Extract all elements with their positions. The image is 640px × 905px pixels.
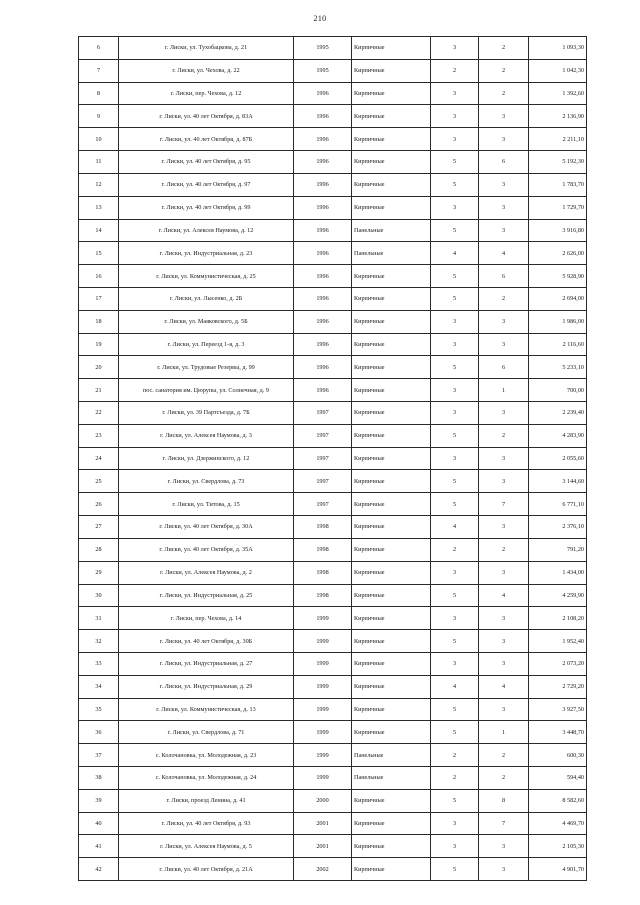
wall-material-cell: Кирпичные <box>352 173 431 196</box>
entrances-cell: 2 <box>479 744 529 767</box>
floors-cell: 5 <box>431 698 479 721</box>
floors-cell: 5 <box>431 584 479 607</box>
row-number-cell: 18 <box>79 310 119 333</box>
wall-material-cell: Кирпичные <box>352 835 431 858</box>
address-cell: г. Лиски, ул. Трудовые Резервы, д. 99 <box>119 356 294 379</box>
entrances-cell: 3 <box>479 128 529 151</box>
row-number-cell: 41 <box>79 835 119 858</box>
address-cell: г. Лиски, ул. Алексея Наумова, д. 12 <box>119 219 294 242</box>
row-number-cell: 31 <box>79 607 119 630</box>
year-built-cell: 1999 <box>294 630 352 653</box>
entrances-cell: 3 <box>479 196 529 219</box>
wall-material-cell: Кирпичные <box>352 82 431 105</box>
year-built-cell: 1996 <box>294 265 352 288</box>
entrances-cell: 1 <box>479 379 529 402</box>
table-row <box>79 470 587 493</box>
floors-cell: 5 <box>431 424 479 447</box>
year-built-cell: 1996 <box>294 128 352 151</box>
area-cell: 1 783,70 <box>529 173 587 196</box>
entrances-cell: 1 <box>479 721 529 744</box>
wall-material-cell: Кирпичные <box>352 59 431 82</box>
entrances-cell: 3 <box>479 835 529 858</box>
area-cell: 4 469,70 <box>529 812 587 835</box>
address-cell: г. Лиски, ул. 39 Партсъезда, д. 7Б <box>119 402 294 425</box>
row-number-cell: 36 <box>79 721 119 744</box>
address-cell: г. Лиски, ул. Алексея Наумова, д. 2 <box>119 561 294 584</box>
address-cell: г. Лиски, ул. Дзержинского, д. 12 <box>119 447 294 470</box>
address-cell: г. Лиски, ул. Свердлова, д. 73 <box>119 470 294 493</box>
table-row <box>79 196 587 219</box>
address-cell: г. Лиски, ул. Маяковского, д. 5Б <box>119 310 294 333</box>
address-cell: г. Лиски, пер. Чехова, д. 14 <box>119 607 294 630</box>
table-row <box>79 310 587 333</box>
table-row <box>79 812 587 835</box>
address-cell: с. Колочановка, ул. Молодежная, д. 24 <box>119 767 294 790</box>
area-cell: 4 259,90 <box>529 584 587 607</box>
floors-cell: 4 <box>431 516 479 539</box>
wall-material-cell: Кирпичные <box>352 128 431 151</box>
row-number-cell: 40 <box>79 812 119 835</box>
year-built-cell: 1999 <box>294 675 352 698</box>
year-built-cell: 1995 <box>294 37 352 60</box>
row-number-cell: 8 <box>79 82 119 105</box>
wall-material-cell: Панельные <box>352 767 431 790</box>
address-cell: г. Лиски, ул. 40 лет Октября, д. 30А <box>119 516 294 539</box>
address-cell: г. Лиски, ул. 40 лет Октября, д. 99 <box>119 196 294 219</box>
wall-material-cell: Панельные <box>352 219 431 242</box>
table-row <box>79 356 587 379</box>
table-row <box>79 538 587 561</box>
area-cell: 700,00 <box>529 379 587 402</box>
row-number-cell: 29 <box>79 561 119 584</box>
year-built-cell: 1996 <box>294 333 352 356</box>
year-built-cell: 1995 <box>294 59 352 82</box>
floors-cell: 3 <box>431 82 479 105</box>
area-cell: 3 448,70 <box>529 721 587 744</box>
entrances-cell: 7 <box>479 493 529 516</box>
entrances-cell: 3 <box>479 652 529 675</box>
floors-cell: 3 <box>431 447 479 470</box>
wall-material-cell: Кирпичные <box>352 858 431 881</box>
table-row <box>79 516 587 539</box>
wall-material-cell: Кирпичные <box>352 196 431 219</box>
address-cell: г. Лиски, проезд Ленина, д. 41 <box>119 789 294 812</box>
area-cell: 6 771,10 <box>529 493 587 516</box>
floors-cell: 3 <box>431 333 479 356</box>
year-built-cell: 1998 <box>294 561 352 584</box>
row-number-cell: 27 <box>79 516 119 539</box>
table-row <box>79 128 587 151</box>
housing-registry-table <box>78 36 587 881</box>
floors-cell: 3 <box>431 652 479 675</box>
floors-cell: 3 <box>431 37 479 60</box>
address-cell: г. Лиски, ул. 40 лет Октября, д. 95 <box>119 151 294 174</box>
entrances-cell: 4 <box>479 584 529 607</box>
wall-material-cell: Кирпичные <box>352 584 431 607</box>
row-number-cell: 17 <box>79 287 119 310</box>
year-built-cell: 1996 <box>294 287 352 310</box>
row-number-cell: 10 <box>79 128 119 151</box>
year-built-cell: 1999 <box>294 721 352 744</box>
wall-material-cell: Кирпичные <box>352 151 431 174</box>
entrances-cell: 4 <box>479 675 529 698</box>
floors-cell: 3 <box>431 128 479 151</box>
address-cell: г. Лиски, ул. Переезд 1-я, д. 3 <box>119 333 294 356</box>
wall-material-cell: Кирпичные <box>352 812 431 835</box>
row-number-cell: 35 <box>79 698 119 721</box>
year-built-cell: 1999 <box>294 744 352 767</box>
wall-material-cell: Кирпичные <box>352 333 431 356</box>
year-built-cell: 1997 <box>294 447 352 470</box>
row-number-cell: 13 <box>79 196 119 219</box>
row-number-cell: 33 <box>79 652 119 675</box>
floors-cell: 5 <box>431 858 479 881</box>
floors-cell: 5 <box>431 470 479 493</box>
area-cell: 2 105,30 <box>529 835 587 858</box>
table-row <box>79 675 587 698</box>
area-cell: 4 283,90 <box>529 424 587 447</box>
area-cell: 5 233,10 <box>529 356 587 379</box>
entrances-cell: 3 <box>479 219 529 242</box>
wall-material-cell: Кирпичные <box>352 675 431 698</box>
entrances-cell: 2 <box>479 767 529 790</box>
year-built-cell: 1999 <box>294 698 352 721</box>
area-cell: 2 626,00 <box>529 242 587 265</box>
row-number-cell: 20 <box>79 356 119 379</box>
area-cell: 4 901,70 <box>529 858 587 881</box>
floors-cell: 3 <box>431 402 479 425</box>
row-number-cell: 24 <box>79 447 119 470</box>
area-cell: 2 694,00 <box>529 287 587 310</box>
address-cell: г. Лиски, ул. 40 лет Октября, д. 83А <box>119 105 294 128</box>
table-row <box>79 584 587 607</box>
floors-cell: 3 <box>431 310 479 333</box>
wall-material-cell: Панельные <box>352 242 431 265</box>
address-cell: г. Лиски, ул. 40 лет Октября, д. 97 <box>119 173 294 196</box>
table-row <box>79 561 587 584</box>
year-built-cell: 1998 <box>294 538 352 561</box>
table-body <box>79 37 587 881</box>
entrances-cell: 6 <box>479 151 529 174</box>
table-row <box>79 287 587 310</box>
entrances-cell: 7 <box>479 812 529 835</box>
area-cell: 2 136,90 <box>529 105 587 128</box>
page-number: 210 <box>313 14 327 23</box>
table-row <box>79 767 587 790</box>
wall-material-cell: Кирпичные <box>352 516 431 539</box>
table-row <box>79 59 587 82</box>
floors-cell: 4 <box>431 242 479 265</box>
address-cell: г. Лиски, ул. Чехова, д. 22 <box>119 59 294 82</box>
address-cell: г. Лиски, ул. Тухобацкова, д. 21 <box>119 37 294 60</box>
area-cell: 3 916,80 <box>529 219 587 242</box>
area-cell: 1 093,30 <box>529 37 587 60</box>
address-cell: г. Лиски, ул. 40 лет Октября, д. 93 <box>119 812 294 835</box>
entrances-cell: 3 <box>479 105 529 128</box>
entrances-cell: 2 <box>479 538 529 561</box>
entrances-cell: 3 <box>479 698 529 721</box>
row-number-cell: 19 <box>79 333 119 356</box>
area-cell: 2 108,20 <box>529 607 587 630</box>
wall-material-cell: Кирпичные <box>352 310 431 333</box>
wall-material-cell: Кирпичные <box>352 447 431 470</box>
entrances-cell: 4 <box>479 242 529 265</box>
address-cell: г. Лиски, ул. Алексея Наумова, д. 3 <box>119 424 294 447</box>
table-row <box>79 447 587 470</box>
row-number-cell: 28 <box>79 538 119 561</box>
entrances-cell: 3 <box>479 402 529 425</box>
area-cell: 3 927,50 <box>529 698 587 721</box>
address-cell: г. Лиски, ул. Индустриальная, д. 29 <box>119 675 294 698</box>
floors-cell: 2 <box>431 744 479 767</box>
floors-cell: 5 <box>431 721 479 744</box>
row-number-cell: 12 <box>79 173 119 196</box>
entrances-cell: 2 <box>479 37 529 60</box>
year-built-cell: 1996 <box>294 82 352 105</box>
area-cell: 2 729,20 <box>529 675 587 698</box>
entrances-cell: 2 <box>479 287 529 310</box>
table-row <box>79 789 587 812</box>
row-number-cell: 15 <box>79 242 119 265</box>
area-cell: 2 116,60 <box>529 333 587 356</box>
floors-cell: 5 <box>431 630 479 653</box>
floors-cell: 3 <box>431 196 479 219</box>
address-cell: г. Лиски, ул. Свердлова, д. 71 <box>119 721 294 744</box>
table-row <box>79 333 587 356</box>
wall-material-cell: Кирпичные <box>352 470 431 493</box>
table-row <box>79 630 587 653</box>
table-row <box>79 835 587 858</box>
entrances-cell: 6 <box>479 356 529 379</box>
address-cell: г. Лиски, пер. Чехова, д. 12 <box>119 82 294 105</box>
wall-material-cell: Кирпичные <box>352 607 431 630</box>
entrances-cell: 2 <box>479 424 529 447</box>
entrances-cell: 6 <box>479 265 529 288</box>
entrances-cell: 3 <box>479 333 529 356</box>
wall-material-cell: Кирпичные <box>352 630 431 653</box>
year-built-cell: 1997 <box>294 470 352 493</box>
address-cell: г. Лиски, ул. 40 лет Октября, д. 35А <box>119 538 294 561</box>
year-built-cell: 1996 <box>294 356 352 379</box>
entrances-cell: 3 <box>479 858 529 881</box>
year-built-cell: 1999 <box>294 767 352 790</box>
year-built-cell: 1996 <box>294 173 352 196</box>
entrances-cell: 3 <box>479 607 529 630</box>
floors-cell: 5 <box>431 356 479 379</box>
address-cell: с. Колочановка, ул. Молодежная, д. 23 <box>119 744 294 767</box>
wall-material-cell: Кирпичные <box>352 424 431 447</box>
year-built-cell: 1996 <box>294 310 352 333</box>
address-cell: г. Лиски, ул. Коммунистическая, д. 25 <box>119 265 294 288</box>
table-row <box>79 493 587 516</box>
address-cell: г. Лиски, ул. 40 лет Октября, д. 87Б <box>119 128 294 151</box>
area-cell: 1 434,00 <box>529 561 587 584</box>
area-cell: 1 042,30 <box>529 59 587 82</box>
year-built-cell: 1996 <box>294 196 352 219</box>
year-built-cell: 1996 <box>294 242 352 265</box>
floors-cell: 2 <box>431 59 479 82</box>
address-cell: пос. санатория им. Цюрупы, ул. Солнечная, д. 9 <box>119 379 294 402</box>
table-row <box>79 402 587 425</box>
table-row <box>79 698 587 721</box>
entrances-cell: 3 <box>479 173 529 196</box>
floors-cell: 2 <box>431 538 479 561</box>
floors-cell: 5 <box>431 493 479 516</box>
floors-cell: 5 <box>431 287 479 310</box>
area-cell: 2 211,10 <box>529 128 587 151</box>
row-number-cell: 39 <box>79 789 119 812</box>
area-cell: 2 055,60 <box>529 447 587 470</box>
entrances-cell: 3 <box>479 470 529 493</box>
floors-cell: 3 <box>431 812 479 835</box>
row-number-cell: 38 <box>79 767 119 790</box>
table-row <box>79 37 587 60</box>
area-cell: 2 073,20 <box>529 652 587 675</box>
address-cell: г. Лиски, ул. Индустриальная, д. 23 <box>119 242 294 265</box>
address-cell: г. Лиски, ул. Алексея Наумова, д. 5 <box>119 835 294 858</box>
wall-material-cell: Кирпичные <box>352 356 431 379</box>
year-built-cell: 1997 <box>294 493 352 516</box>
row-number-cell: 30 <box>79 584 119 607</box>
table-row <box>79 424 587 447</box>
table-row <box>79 151 587 174</box>
area-cell: 1 392,60 <box>529 82 587 105</box>
year-built-cell: 1996 <box>294 379 352 402</box>
year-built-cell: 2001 <box>294 812 352 835</box>
wall-material-cell: Кирпичные <box>352 721 431 744</box>
wall-material-cell: Панельные <box>352 744 431 767</box>
entrances-cell: 3 <box>479 447 529 470</box>
address-cell: г. Лиски, ул. Индустриальная, д. 27 <box>119 652 294 675</box>
wall-material-cell: Кирпичные <box>352 789 431 812</box>
wall-material-cell: Кирпичные <box>352 652 431 675</box>
entrances-cell: 2 <box>479 82 529 105</box>
table-row <box>79 82 587 105</box>
entrances-cell: 3 <box>479 561 529 584</box>
row-number-cell: 14 <box>79 219 119 242</box>
table-row <box>79 242 587 265</box>
year-built-cell: 1998 <box>294 516 352 539</box>
area-cell: 1 986,00 <box>529 310 587 333</box>
address-cell: г. Лиски, ул. 40 лет Октября, д. 21А <box>119 858 294 881</box>
address-cell: г. Лиски, ул. Коммунистическая, д. 13 <box>119 698 294 721</box>
address-cell: г. Лиски, ул. Лысенко, д. 2Б <box>119 287 294 310</box>
year-built-cell: 1997 <box>294 402 352 425</box>
entrances-cell: 8 <box>479 789 529 812</box>
area-cell: 600,30 <box>529 744 587 767</box>
floors-cell: 5 <box>431 219 479 242</box>
row-number-cell: 42 <box>79 858 119 881</box>
row-number-cell: 9 <box>79 105 119 128</box>
table-row <box>79 858 587 881</box>
year-built-cell: 1996 <box>294 151 352 174</box>
row-number-cell: 21 <box>79 379 119 402</box>
floors-cell: 5 <box>431 151 479 174</box>
row-number-cell: 16 <box>79 265 119 288</box>
table-row <box>79 105 587 128</box>
area-cell: 5 928,90 <box>529 265 587 288</box>
row-number-cell: 26 <box>79 493 119 516</box>
area-cell: 1 952,40 <box>529 630 587 653</box>
row-number-cell: 32 <box>79 630 119 653</box>
year-built-cell: 1996 <box>294 105 352 128</box>
year-built-cell: 2001 <box>294 835 352 858</box>
wall-material-cell: Кирпичные <box>352 561 431 584</box>
entrances-cell: 3 <box>479 310 529 333</box>
table-row <box>79 219 587 242</box>
floors-cell: 5 <box>431 265 479 288</box>
row-number-cell: 23 <box>79 424 119 447</box>
address-cell: г. Лиски, ул. 40 лет Октября, д. 30Б <box>119 630 294 653</box>
area-cell: 5 192,30 <box>529 151 587 174</box>
row-number-cell: 6 <box>79 37 119 60</box>
table-row <box>79 265 587 288</box>
floors-cell: 3 <box>431 607 479 630</box>
area-cell: 2 376,10 <box>529 516 587 539</box>
row-number-cell: 34 <box>79 675 119 698</box>
year-built-cell: 2000 <box>294 789 352 812</box>
area-cell: 2 239,40 <box>529 402 587 425</box>
floors-cell: 2 <box>431 767 479 790</box>
wall-material-cell: Кирпичные <box>352 287 431 310</box>
year-built-cell: 1997 <box>294 424 352 447</box>
year-built-cell: 1999 <box>294 652 352 675</box>
wall-material-cell: Кирпичные <box>352 493 431 516</box>
area-cell: 1 729,70 <box>529 196 587 219</box>
year-built-cell: 1999 <box>294 607 352 630</box>
address-cell: г. Лиски, ул. Индустриальная, д. 25 <box>119 584 294 607</box>
entrances-cell: 3 <box>479 516 529 539</box>
year-built-cell: 2002 <box>294 858 352 881</box>
area-cell: 594,40 <box>529 767 587 790</box>
floors-cell: 3 <box>431 835 479 858</box>
wall-material-cell: Кирпичные <box>352 402 431 425</box>
row-number-cell: 37 <box>79 744 119 767</box>
area-cell: 8 582,60 <box>529 789 587 812</box>
table-row <box>79 379 587 402</box>
table-row <box>79 607 587 630</box>
table-row <box>79 652 587 675</box>
row-number-cell: 25 <box>79 470 119 493</box>
floors-cell: 3 <box>431 105 479 128</box>
year-built-cell: 1998 <box>294 584 352 607</box>
table-row <box>79 721 587 744</box>
wall-material-cell: Кирпичные <box>352 698 431 721</box>
floors-cell: 3 <box>431 379 479 402</box>
row-number-cell: 22 <box>79 402 119 425</box>
floors-cell: 5 <box>431 173 479 196</box>
wall-material-cell: Кирпичные <box>352 538 431 561</box>
address-cell: г. Лиски, ул. Титова, д. 15 <box>119 493 294 516</box>
area-cell: 3 144,60 <box>529 470 587 493</box>
wall-material-cell: Кирпичные <box>352 265 431 288</box>
table-row <box>79 173 587 196</box>
entrances-cell: 3 <box>479 630 529 653</box>
wall-material-cell: Кирпичные <box>352 379 431 402</box>
floors-cell: 3 <box>431 561 479 584</box>
wall-material-cell: Кирпичные <box>352 37 431 60</box>
table-row <box>79 744 587 767</box>
floors-cell: 4 <box>431 675 479 698</box>
row-number-cell: 11 <box>79 151 119 174</box>
year-built-cell: 1996 <box>294 219 352 242</box>
entrances-cell: 2 <box>479 59 529 82</box>
floors-cell: 5 <box>431 789 479 812</box>
row-number-cell: 7 <box>79 59 119 82</box>
wall-material-cell: Кирпичные <box>352 105 431 128</box>
area-cell: 791,20 <box>529 538 587 561</box>
